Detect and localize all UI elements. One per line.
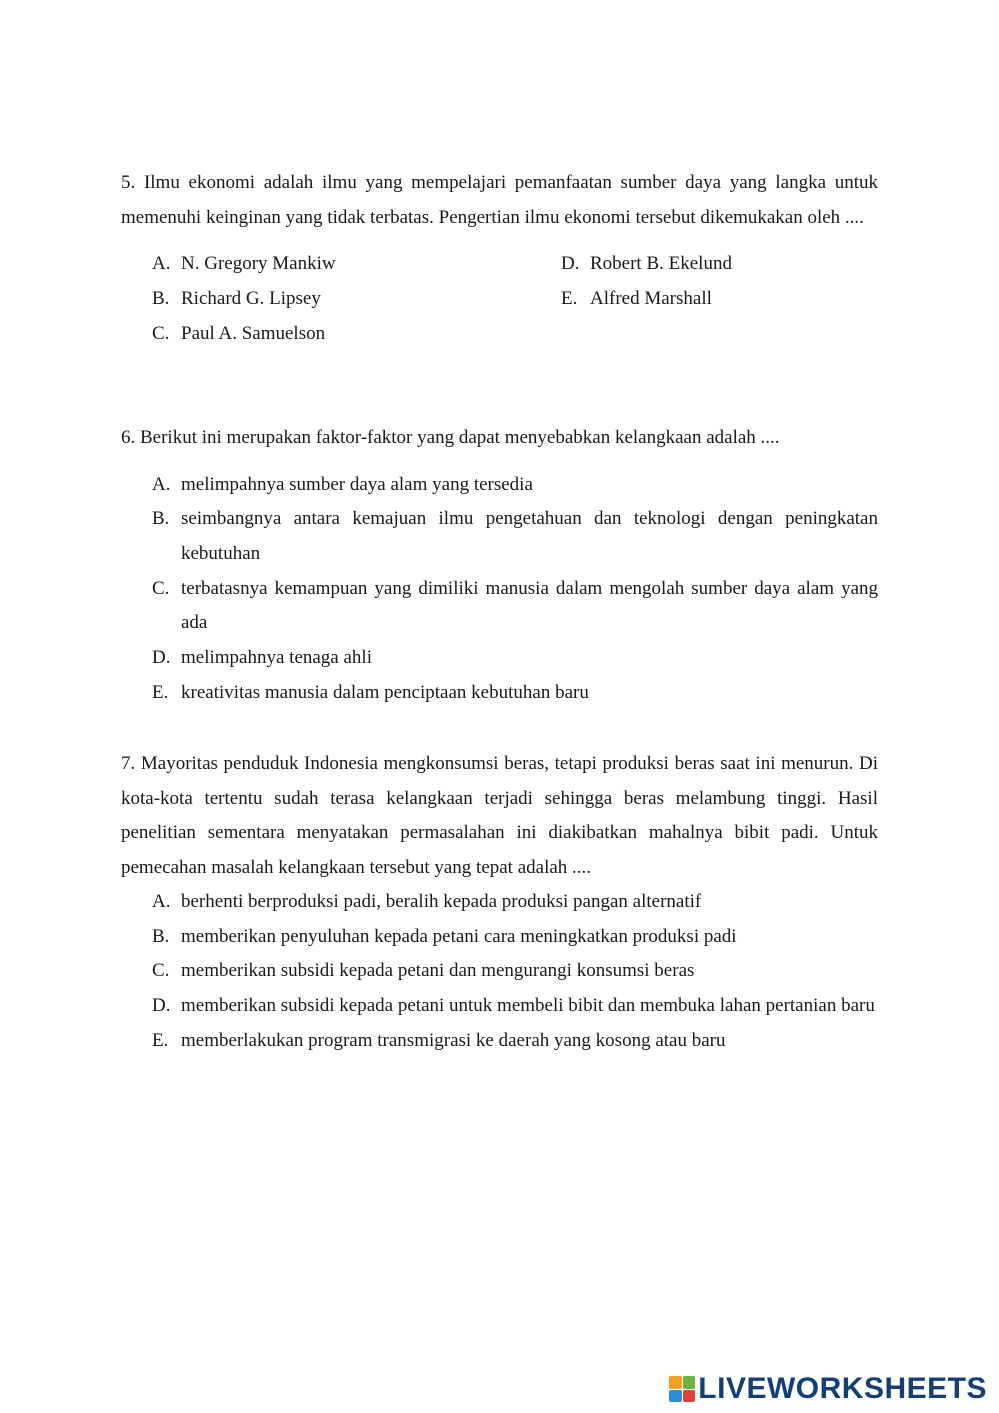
option-text: memberikan subsidi kepada petani dan mengurangi konsumsi beras <box>181 960 695 982</box>
option-letter: A. <box>152 473 171 495</box>
option-e[interactable] <box>530 282 990 317</box>
option-letter: B. <box>152 508 170 530</box>
option-text: terbatasnya kemampuan yang dimiliki manusia dalam mengolah sumber daya alam yang ada <box>181 577 878 634</box>
option-text: N. Gregory Mankiw <box>181 253 336 274</box>
option-text: seimbangnya antara kemajuan ilmu pengetahuan dan teknologi dengan peningkatan kebutuhan <box>181 508 878 564</box>
option-a[interactable] <box>121 885 878 920</box>
option-text: melimpahnya sumber daya alam yang tersedia <box>181 473 533 495</box>
option-text: Robert B. Ekelund <box>590 253 732 274</box>
option-text: memberikan penyuluhan kepada petani cara meningkatkan produksi padi <box>181 925 737 947</box>
option-b[interactable] <box>121 920 878 955</box>
option-d[interactable] <box>530 247 990 282</box>
option-text: berhenti berproduksi padi, beralih kepada produksi pangan alternatif <box>181 891 702 912</box>
option-c[interactable] <box>121 954 878 989</box>
option-letter: A. <box>152 891 171 912</box>
option-text: Richard G. Lipsey <box>181 288 321 309</box>
answer-options <box>121 468 878 711</box>
brand-text: LIVEWORKSHEETS <box>698 1372 987 1405</box>
option-c[interactable] <box>121 572 878 641</box>
option-letter: E. <box>152 1029 169 1051</box>
option-d[interactable] <box>121 989 878 1024</box>
option-c[interactable] <box>121 317 581 352</box>
option-letter: C. <box>152 577 170 599</box>
option-letter: C. <box>152 323 170 344</box>
option-letter: D. <box>152 995 171 1017</box>
liveworksheets-brand[interactable] <box>669 1372 987 1406</box>
option-e[interactable] <box>121 1024 878 1059</box>
question-text: 7. Mayoritas penduduk Indonesia mengkonsumsi beras, tetapi produksi beras saat ini menurun. Di kota-kota tertentu sudah terasa kelangkaan terjadi sehingga beras melambung tinggi. Hasil penelitian sementara menyatakan permasalahan ini diakibatkan mahalnya bibit padi. Untuk pemecahan masalah kelangkaan tersebut yang tepat adalah .... <box>121 753 878 878</box>
option-letter: B. <box>152 288 170 309</box>
option-letter: A. <box>152 253 171 274</box>
option-e[interactable] <box>121 676 878 711</box>
option-letter: C. <box>152 960 170 982</box>
logo-tile-3 <box>669 1390 682 1403</box>
question-text: 5. Ilmu ekonomi adalah ilmu yang mempelajari pemanfaatan sumber daya yang langka untuk memenuhi keinginan yang tidak terbatas. Pengertian ilmu ekonomi tersebut dikemukakan oleh .... <box>121 172 878 228</box>
logo-tile-4 <box>683 1390 696 1403</box>
option-b[interactable] <box>121 502 878 571</box>
question-7 <box>121 747 878 1059</box>
option-d[interactable] <box>121 641 878 676</box>
option-text: Alfred Marshall <box>590 288 712 309</box>
option-text: melimpahnya tenaga ahli <box>181 647 372 669</box>
question-6 <box>121 421 878 710</box>
option-letter: D. <box>152 647 171 669</box>
option-text: memberlakukan program transmigrasi ke daerah yang kosong atau baru <box>181 1029 726 1051</box>
answer-options <box>121 885 878 1059</box>
option-text: kreativitas manusia dalam penciptaan kebutuhan baru <box>181 681 589 703</box>
option-letter: E. <box>152 681 169 703</box>
liveworksheets-logo-icon <box>669 1376 695 1402</box>
option-a[interactable] <box>121 247 581 282</box>
question-5 <box>121 166 878 352</box>
option-letter: E. <box>561 288 578 309</box>
logo-tile-2 <box>683 1376 696 1389</box>
answer-options <box>121 247 878 352</box>
option-letter: B. <box>152 925 170 947</box>
option-b[interactable] <box>121 282 581 317</box>
option-text: memberikan subsidi kepada petani untuk membeli bibit dan membuka lahan pertanian baru <box>181 995 875 1017</box>
option-letter: D. <box>561 253 580 274</box>
option-text: Paul A. Samuelson <box>181 323 326 344</box>
question-text: 6. Berikut ini merupakan faktor-faktor yang dapat menyebabkan kelangkaan adalah .... <box>121 427 780 448</box>
option-a[interactable] <box>121 468 878 503</box>
logo-tile-1 <box>669 1376 682 1389</box>
